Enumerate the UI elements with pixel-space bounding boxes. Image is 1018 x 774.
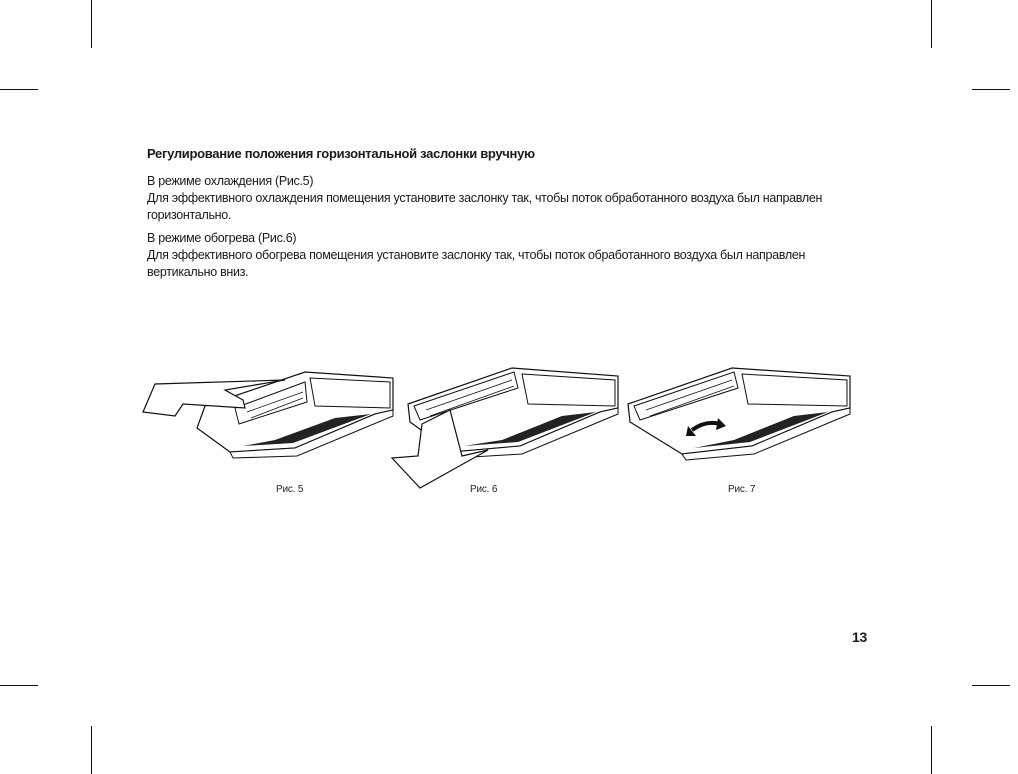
crop-mark-left-upper <box>0 89 38 90</box>
ceiling-unit-illustration-6 <box>390 360 630 490</box>
crop-mark-left-lower <box>0 685 38 686</box>
page-number: 13 <box>852 629 867 645</box>
figure-5-caption: Рис. 5 <box>276 484 304 495</box>
cooling-text-line2: горизонтально. <box>147 208 232 222</box>
heating-title: В режиме обогрева (Рис.6) <box>147 231 297 245</box>
ceiling-unit-illustration-7 <box>620 358 860 463</box>
figure-6 <box>390 360 630 490</box>
crop-mark-bottom-left <box>91 726 92 774</box>
figure-6-caption: Рис. 6 <box>470 484 498 495</box>
crop-mark-right-upper <box>972 89 1010 90</box>
figure-7 <box>620 358 860 463</box>
crop-mark-right-lower <box>972 685 1010 686</box>
cooling-text-line1: Для эффективного охлаждения помещения установите заслонку так, чтобы поток обработанного воздуха был направлен <box>147 191 823 205</box>
instructions-section <box>147 146 867 287</box>
crop-mark-top-left <box>91 0 92 48</box>
heating-text-line1: Для эффективного обогрева помещения установите заслонку так, чтобы поток обработанного воздуха был направлен <box>147 248 806 262</box>
heating-paragraph <box>147 230 867 281</box>
crop-mark-top-right <box>931 0 932 48</box>
crop-mark-bottom-right <box>931 726 932 774</box>
ceiling-unit-illustration-5 <box>135 368 400 460</box>
section-heading: Регулирование положения горизонтальной заслонки вручную <box>147 146 535 161</box>
cooling-paragraph <box>147 173 867 224</box>
figure-7-caption: Рис. 7 <box>728 484 756 495</box>
cooling-title: В режиме охлаждения (Рис.5) <box>147 174 314 188</box>
heating-text-line2: вертикально вниз. <box>147 265 249 279</box>
figure-5 <box>135 368 400 460</box>
